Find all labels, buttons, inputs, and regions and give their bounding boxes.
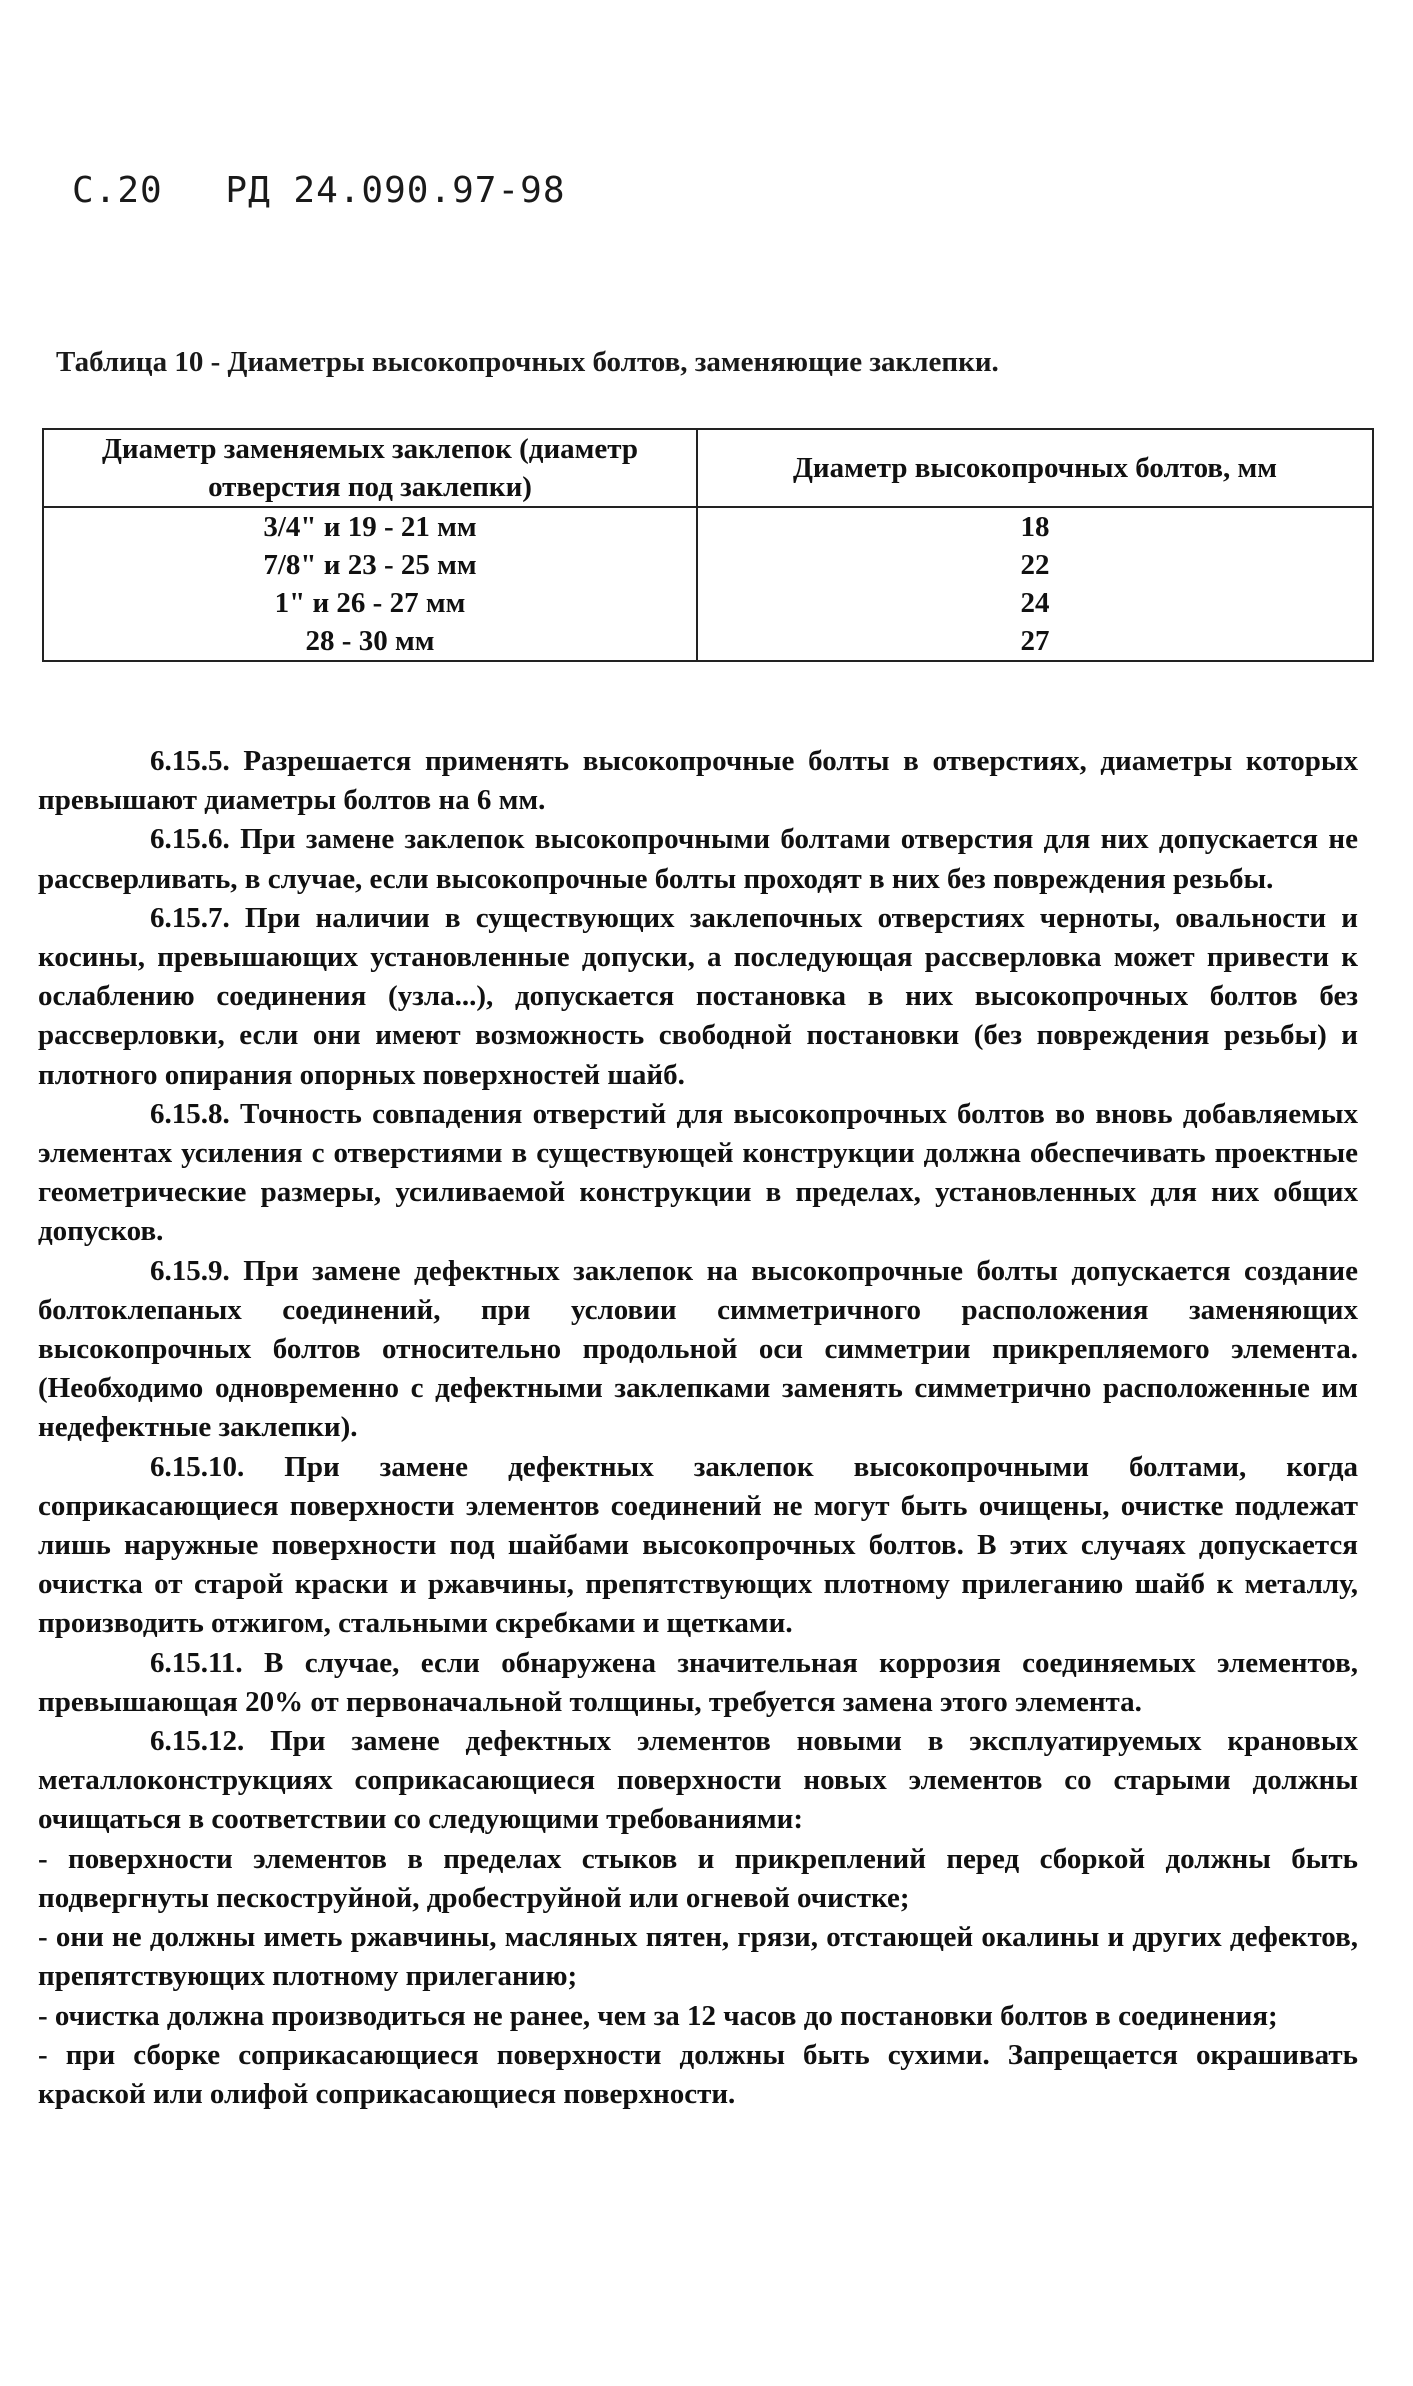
rivet-diameter-cell: 1" и 26 - 27 мм (43, 584, 697, 622)
document-code: РД 24.090.97-98 (225, 170, 566, 211)
bolt-diameter-cell: 18 (697, 507, 1373, 546)
table-header-row (43, 429, 1373, 507)
column-header-bolt-diameter: Диаметр высокопрочных болтов, мм (697, 429, 1373, 507)
table-row (43, 584, 1373, 622)
page-header (72, 170, 606, 211)
rivet-diameter-cell: 28 - 30 мм (43, 622, 697, 661)
page-number: С.20 (72, 170, 163, 211)
requirement-item: - они не должны иметь ржавчины, масляных пятен, грязи, отстающей окалины и других дефектов, препятствующих плотному прилеганию; (38, 1921, 1358, 1993)
table-row (43, 507, 1373, 546)
table-caption: Таблица 10 - Диаметры высокопрочных болтов, заменяющие заклепки. (56, 346, 999, 378)
requirement-item: - поверхности элементов в пределах стыков и прикреплений перед сборкой должны быть подвергнуты пескоструйной, дробеструйной или огневой очистке; (38, 1842, 1358, 1914)
requirement-item: - при сборке соприкасающиеся поверхности должны быть сухими. Запрещается окрашивать краской или олифой соприкасающиеся поверхности. (38, 2038, 1358, 2110)
paragraph-6-15-10: 6.15.10. При замене дефектных заклепок высокопрочными болтами, когда соприкасающиеся поверхности элементов соединений не могут быть очищены, очистке подлежат лишь наружные поверхности под шайбами высокопрочных болтов. В этих случаях допускается очистка от старой краски и ржавчины, препятствующих плотному прилеганию шайб к металлу, производить отжигом, стальными скребками и щетками. (38, 1450, 1358, 1640)
rivet-diameter-cell: 7/8" и 23 - 25 мм (43, 546, 697, 584)
paragraph-6-15-9: 6.15.9. При замене дефектных заклепок на высокопрочные болты допускается создание болтоклепаных соединений, при условии симметричного расположения заменяющих высокопрочных болтов относительно продольной оси симметрии прикрепляемого элемента. (Необходимо одновременно с дефектными заклепками заменять симметрично расположенные им недефектные заклепки). (38, 1254, 1358, 1444)
paragraph-6-15-8: 6.15.8. Точность совпадения отверстий для высокопрочных болтов во вновь добавляемых элементах усиления с отверстиями в существующей конструкции должна обеспечивать проектные геометрические размеры, усиливаемой конструкции в пределах, установленных для них общих допусков. (38, 1097, 1358, 1248)
paragraph-6-15-6: 6.15.6. При замене заклепок высокопрочными болтами отверстия для них допускается не рассверливать, в случае, если высокопрочные болты проходят в них без повреждения резьбы. (38, 823, 1358, 895)
paragraph-6-15-7: 6.15.7. При наличии в существующих заклепочных отверстиях черноты, овальности и косины, превышающих установленные допуски, а последующая рассверловка может привести к ослаблению соединения (узла...), допускается постановка в них высокопрочных болтов без рассверловки, если они имеют возможность свободной постановки (без повреждения резьбы) и плотного опирания опорных поверхностей шайб. (38, 901, 1358, 1091)
bolt-diameter-cell: 27 (697, 622, 1373, 661)
bolt-diameter-cell: 22 (697, 546, 1373, 584)
requirement-item: - очистка должна производиться не ранее, чем за 12 часов до постановки болтов в соединения; (38, 1999, 1278, 2032)
bolt-diameter-table (42, 428, 1374, 662)
column-header-rivet-diameter: Диаметр заменяемых заклепок (диаметр отверстия под заклепки) (43, 429, 697, 507)
table-row (43, 622, 1373, 661)
bolt-diameter-cell: 24 (697, 584, 1373, 622)
document-body (38, 742, 1358, 2114)
rivet-diameter-cell: 3/4" и 19 - 21 мм (43, 507, 697, 546)
paragraph-6-15-11: 6.15.11. В случае, если обнаружена значительная коррозия соединяемых элементов, превышающая 20% от первоначальной толщины, требуется замена этого элемента. (38, 1646, 1358, 1718)
paragraph-6-15-12: 6.15.12. При замене дефектных элементов новыми в эксплуатируемых крановых металлоконструкциях соприкасающиеся поверхности новых элементов со старыми должны очищаться в соответствии со следующими требованиями: (38, 1725, 1358, 1836)
paragraph-6-15-5: 6.15.5. Разрешается применять высокопрочные болты в отверстиях, диаметры которых превышают диаметры болтов на 6 мм. (38, 745, 1358, 817)
table-row (43, 546, 1373, 584)
